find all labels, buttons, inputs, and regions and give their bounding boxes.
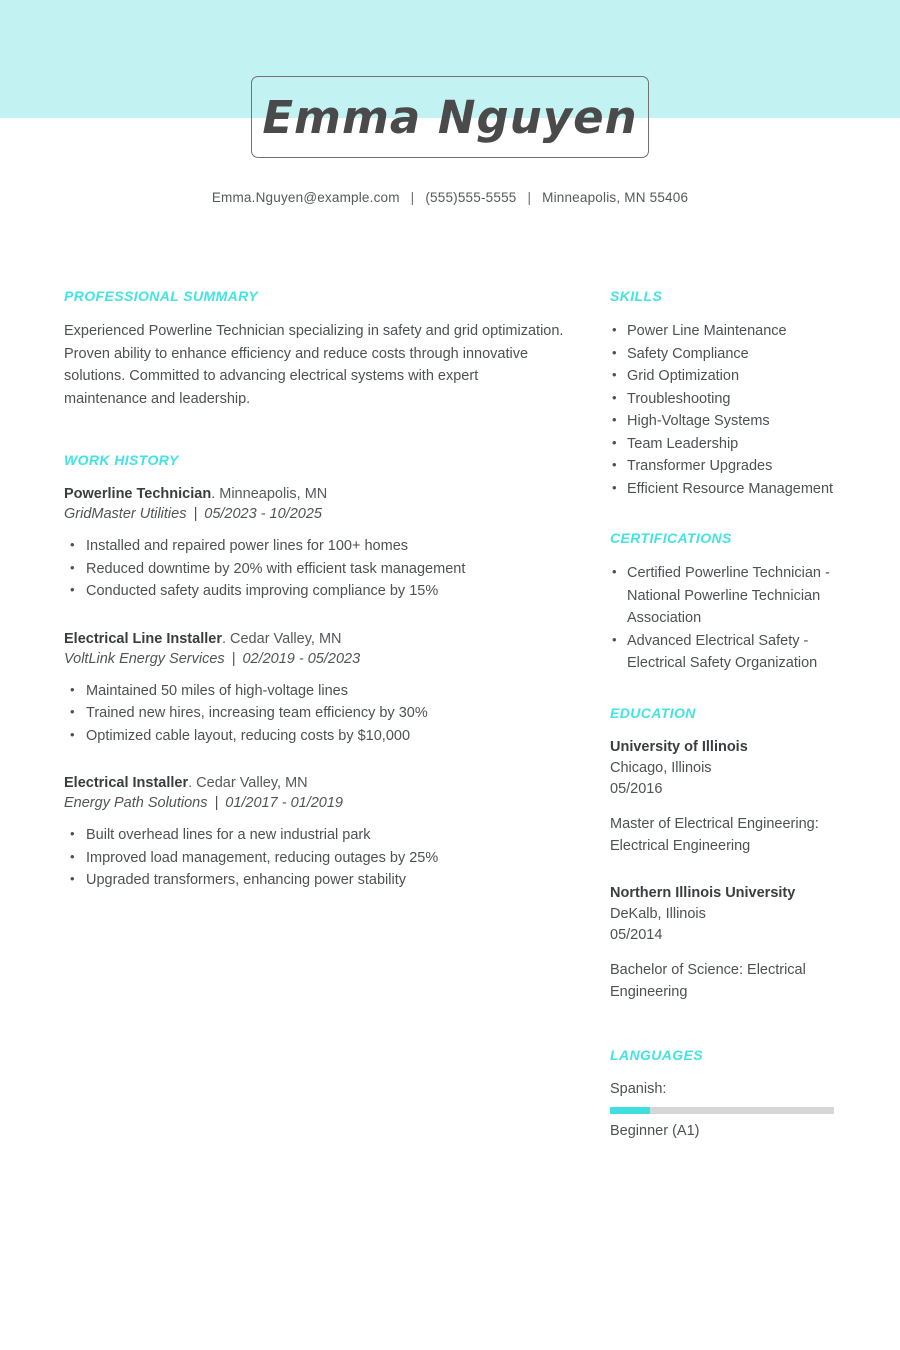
candidate-name: Emma Nguyen [262,90,638,144]
section-title-work-history: WORK HISTORY [64,452,179,468]
section-professional-summary [64,288,564,410]
job-bullet: • Reduced downtime by 20% with efficient task management [64,558,564,581]
job-bullet: • Installed and repaired power lines for 100+ homes [64,535,564,558]
job-company: GridMaster Utilities [64,506,187,522]
job-bullet: • Optimized cable layout, reducing costs by $10,000 [64,725,564,748]
contact-separator-1: | [410,190,415,205]
job-meta-separator: | [193,506,198,522]
section-title-languages: LANGUAGES [610,1046,704,1063]
left-column [64,288,564,918]
skill-item: • Grid Optimization [610,365,850,388]
job-location: . Cedar Valley, MN [221,630,342,647]
job-location: . Cedar Valley, MN [188,775,308,791]
contact-location: Minneapolis, MN 55406 [542,190,689,205]
skill-item: • Power Line Maintenance [610,320,850,343]
job-headline [64,629,564,649]
skill-item: • Efficient Resource Management [610,478,850,501]
education-entry [610,883,850,1003]
job-meta-separator: | [231,650,236,667]
job-meta-separator: | [214,795,219,811]
job-bullets [64,535,564,603]
contact-separator-2: | [527,190,532,205]
section-work-history [64,452,564,892]
job-bullets [64,680,564,748]
job-bullets [64,824,564,892]
job-dates: 01/2017 - 01/2019 [225,795,343,811]
job-headline [64,484,564,504]
skill-item: • Transformer Upgrades [610,455,850,478]
section-spacer [610,675,850,705]
job-entry [64,629,564,748]
certifications-list [610,562,850,675]
language-level: Beginner (A1) [610,1122,700,1139]
education-school: Northern Illinois University [610,884,796,901]
job-company: Energy Path Solutions [64,795,208,811]
education-date: 05/2014 [610,926,663,943]
education-degree: Bachelor of Science: Electrical Engineering [610,961,806,1000]
job-bullet: • Improved load management, reducing outages by 25% [64,847,564,870]
job-entry [64,773,564,892]
skills-list [610,320,850,500]
section-languages [610,1047,850,1142]
education-entry [610,737,850,857]
skill-item: • High-Voltage Systems [610,410,850,433]
section-title-professional-summary: PROFESSIONAL SUMMARY [64,288,259,304]
job-headline [64,773,564,793]
job-meta [64,504,564,525]
section-spacer [64,410,564,452]
section-skills [610,288,850,500]
job-location: . Minneapolis, MN [211,486,328,502]
job-entry [64,484,564,603]
section-education [610,705,850,1003]
education-degree: Master of Electrical Engineering: Electrical Engineering [610,815,819,854]
job-title: Electrical Line Installer [64,630,222,647]
language-proficiency-fill [610,1107,650,1114]
contact-phone: (555)555-5555 [425,190,517,205]
section-spacer [610,1029,850,1047]
section-certifications [610,530,850,675]
section-title-certifications: CERTIFICATIONS [610,530,732,546]
education-date: 05/2016 [610,780,663,797]
section-title-education: EDUCATION [610,704,696,721]
job-meta [64,649,564,670]
contact-line [0,190,900,205]
job-company: VoltLink Energy Services [64,650,225,667]
contact-email: Emma.Nguyen@example.com [211,190,400,205]
language-name: Spanish: [610,1080,667,1097]
job-dates: 02/2019 - 05/2023 [242,650,361,667]
education-school: University of Illinois [610,738,748,755]
job-bullet: • Trained new hires, increasing team efficiency by 30% [64,702,564,725]
language-proficiency-bar [610,1107,834,1114]
section-spacer [610,500,850,530]
education-location: Chicago, Illinois [610,759,712,776]
job-title: Powerline Technician [64,486,212,502]
certification-item: • Certified Powerline Technician - National Powerline Technician Association [610,562,850,630]
job-meta [64,793,564,814]
professional-summary-text: Experienced Powerline Technician specializing in safety and grid optimization. Proven ability to enhance efficiency and reduce costs through innovative solutions. Committed to advancing electrical systems with expert maintenance and leadership. [64,323,564,407]
section-title-skills: SKILLS [610,288,663,304]
job-bullet: • Built overhead lines for a new industrial park [64,824,564,847]
job-title: Electrical Installer [64,775,189,791]
certification-item: • Advanced Electrical Safety - Electrical Safety Organization [610,630,850,675]
skill-item: • Troubleshooting [610,388,850,411]
right-column [610,288,850,1142]
job-bullet: • Maintained 50 miles of high-voltage lines [64,680,564,703]
education-location: DeKalb, Illinois [610,905,706,922]
job-bullet: • Upgraded transformers, enhancing power stability [64,869,564,892]
language-entry [610,1079,850,1142]
name-box [251,76,649,158]
job-bullet: • Conducted safety audits improving compliance by 15% [64,580,564,603]
skill-item: • Team Leadership [610,433,850,456]
skill-item: • Safety Compliance [610,343,850,366]
job-dates: 05/2023 - 10/2025 [204,506,322,522]
